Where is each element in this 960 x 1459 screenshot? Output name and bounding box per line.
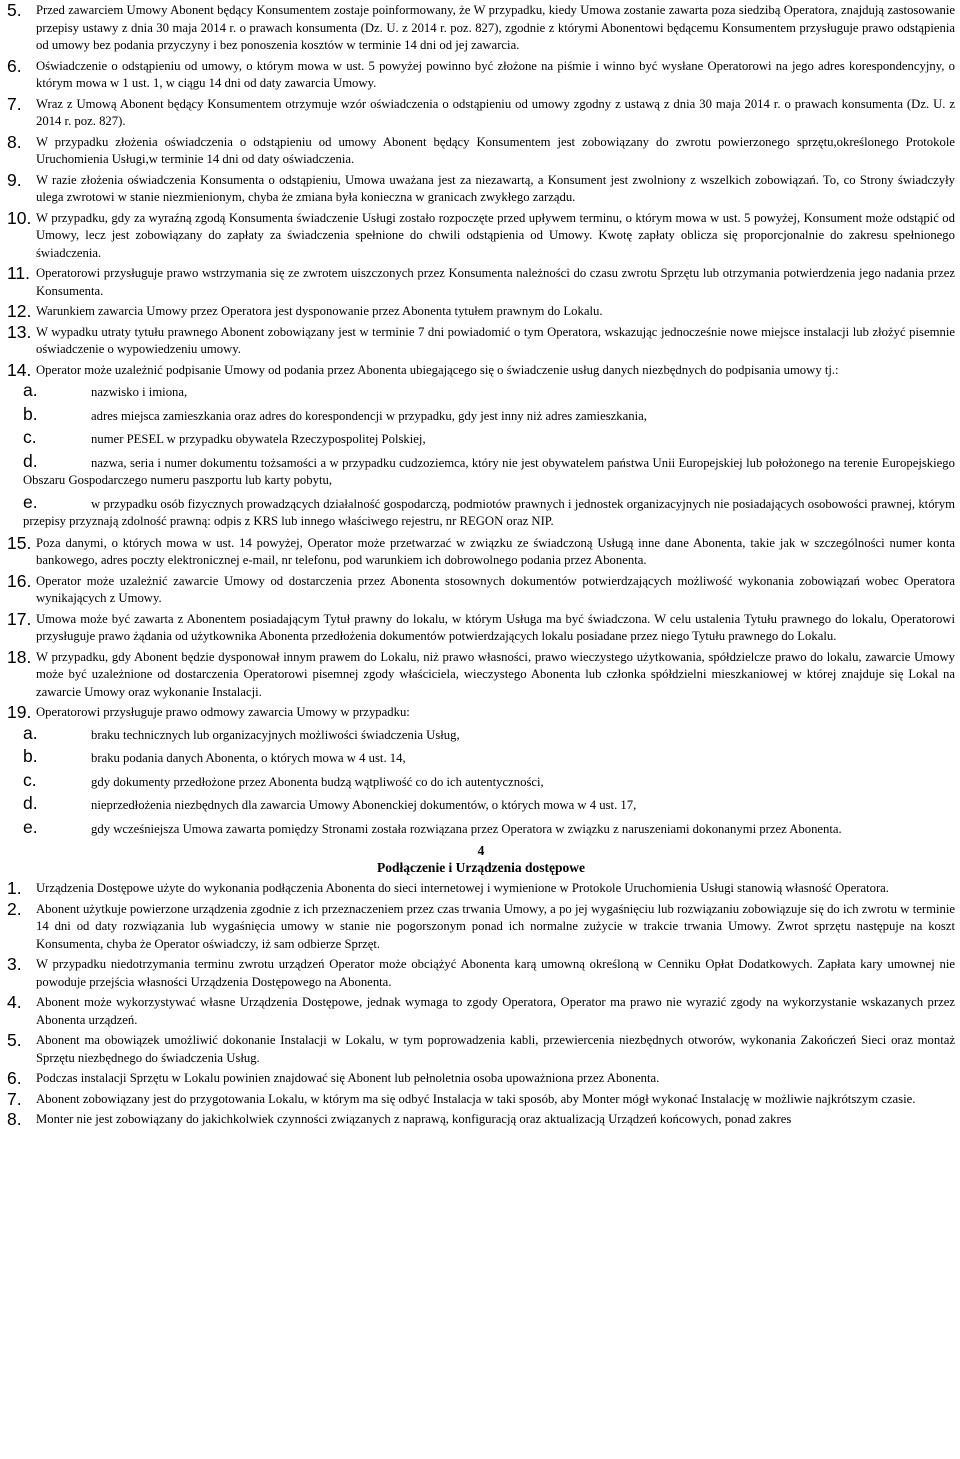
list-text: gdy wcześniejsza Umowa zawarta pomiędzy Stronami została rozwiązana przez Operatora w związku z naruszeniami dokonanymi przez Abonenta.	[91, 821, 842, 836]
list-text: braku podania danych Abonenta, o których mowa w 4 ust. 14,	[91, 751, 406, 765]
clause-number: 6.	[7, 1068, 22, 1088]
clause-item	[7, 994, 955, 1029]
clause-number: 18.	[7, 646, 32, 667]
section-heading	[7, 842, 955, 876]
list-text: numer PESEL w przypadku obywatela Rzeczypospolitej Polskiej,	[91, 432, 426, 446]
clause-number: 15.	[7, 532, 32, 553]
list-letter: a.	[23, 722, 38, 743]
list-text: adres miejsca zamieszkania oraz adres do korespondencji w przypadku, gdy jest inny niż adres zamieszkania,	[91, 408, 647, 423]
list-item	[7, 722, 955, 745]
clause-text: Abonent ma obowiązek umożliwić dokonanie Instalacji w Lokalu, w tym poprowadzenia kabli, przewiercenia niezbędnych otworów, wykonania Zakończeń Sieci oraz montaż Sprzętu niezbędnego do świadczenia Usług.	[36, 1033, 955, 1065]
clause-text: Urządzenia Dostępowe użyte do wykonania podłączenia Abonenta do sieci internetowej i wymienione w Protokole Uruchomienia Usługi stanowią własność Operatora.	[36, 881, 889, 895]
clause-number: 4.	[7, 992, 22, 1012]
clause-number: 7.	[7, 1088, 22, 1109]
list-item	[7, 769, 955, 792]
list-letter: d.	[23, 793, 38, 813]
list-letter: b.	[23, 746, 38, 766]
clause-item	[7, 646, 955, 702]
clause-text: Podczas instalacji Sprzętu w Lokalu powinien znajdować się Abonent lub pełnoletnia osoba upoważniona przez Abonenta.	[36, 1071, 660, 1085]
clause-item	[7, 321, 955, 359]
list-letter: e.	[23, 816, 38, 837]
clause-number: 10.	[7, 207, 32, 228]
list-letter: a.	[23, 380, 38, 400]
clause-text: Warunkiem zawarcia Umowy przez Operatora jest dysponowanie przez Abonenta tytułem prawnym do Lokalu.	[36, 304, 603, 318]
list-item	[7, 382, 955, 402]
clause-text: Operator może uzależnić zawarcie Umowy od dostarczenia przez Abonenta stosownych dokumentów potwierdzających możliwość wykonania zobowiązań wobec Operatora wynikających z Umowy.	[36, 573, 955, 605]
clause-number: 5.	[7, 1030, 22, 1050]
list-letter: e.	[23, 491, 38, 512]
clause-item	[7, 956, 955, 991]
clause-text: W przypadku, gdy Abonent będzie dysponował innym prawem do Lokalu, niż prawo własności, prawo wieczystego użytkowania, spółdzielcze prawo do lokalu, zawarcie Umowy może być uzależnione od dostarczenia Operatorowi pisemnej zgody właściciela, wieczystego Abonenta lub członka spółdzielni mieszkaniowej w której znajduje się Lokal na zawarcie Umowy oraz wykonanie Instalacji.	[36, 649, 955, 699]
clauses-part-1	[7, 2, 955, 379]
clause-number: 13.	[7, 321, 32, 342]
clause-item	[7, 265, 955, 300]
list-text: nieprzedłożenia niezbędnych dla zawarcia Umowy Abonenckiej dokumentów, o których mowa w 4 ust. 17,	[91, 798, 637, 812]
clause-item	[7, 1111, 955, 1129]
clause-item	[7, 704, 955, 722]
list-letter: b.	[23, 403, 38, 424]
clause-text: W wypadku utraty tytułu prawnego Abonent zobowiązany jest w terminie 7 dni powiadomić o tym Operatora, wskazując jednocześnie nowe miejsce instalacji lub złożyć pisemnie oświadczenie o wypowiedzeniu umowy.	[36, 324, 955, 356]
clause-number: 3.	[7, 954, 22, 974]
clause-item	[7, 880, 955, 898]
clause-number: 5.	[7, 0, 22, 20]
list-item	[7, 795, 955, 815]
clause-text: Przed zawarciem Umowy Abonent będący Konsumentem zostaje poinformowany, że W przypadku, kiedy Umowa zostanie zawarta poza siedzibą Operatora, znajdują zastosowanie przepisy ustawy z dnia 30 maja 2014 r. o prawach konsumenta (Dz. U. z 2014 r. poz. 827), zgodnie z którymi Abonentowi będącemu Konsumentem przysługuje prawo odstąpienia od umowy bez podania przyczyny i bez ponoszenia kosztów w terminie 14 dni od jej zawarcia.	[36, 3, 955, 52]
list-item	[7, 748, 955, 768]
clause-item	[7, 207, 955, 263]
clause-text: Abonent użytkuje powierzone urządzenia zgodnie z ich przeznaczeniem przez czas trwania Umowy, a po jej wygaśnięciu lub rozwiązaniu zobowiązuje się do ich zwrotu w terminie 14 dni od daty rozwiązania lub wygaśnięcia umowy w stanie nie pogorszonym ponad ich normalne zużycie w trakcie trwania Umowy. Zwrot sprzętu następuje na koszt Konsumenta, chyba że Operator oświadczy, iż sam odbierze Sprzęt.	[36, 901, 955, 951]
clauses-part-2	[7, 532, 955, 722]
list-item	[7, 816, 955, 839]
clause-text: W przypadku, gdy za wyraźną zgodą Konsumenta świadczenie Usługi zostało rozpoczęte przed upływem terminu, o którym mowa w ust. 5 powyżej, Konsument może odstąpić od Umowy, lecz jest zobowiązany do zapłaty za świadczenia spełnione do chwili odstąpienia od Umowy. Kwotę zapłaty oblicza się proporcjonalnie do zakresu spełnionego świadczenia.	[36, 210, 955, 260]
clause-item	[7, 55, 955, 93]
clause-number: 14.	[7, 359, 32, 380]
list-text: nazwa, seria i numer dokumentu tożsamości a w przypadku cudzoziemca, który nie jest obywatelem państwa Unii Europejskiej lub położonego na terenie Europejskiego Obszaru Gospodarczego numeru paszportu lub karty pobytu,	[23, 455, 955, 487]
list-text: w przypadku osób fizycznych prowadzących działalność gospodarczą, podmiotów prawnych i jednostek organizacyjnych nie posiadających osobowości prawnej, którym przepisy przyznają zdolność prawną: odpis z KRS lub innego właściwego rejestru, nr REGON oraz NIP.	[23, 496, 955, 528]
clause-text: Operatorowi przysługuje prawo odmowy zawarcia Umowy w przypadku:	[36, 705, 410, 719]
clause-text: Operator może uzależnić podpisanie Umowy od podania przez Abonenta ubiegającego się o świadczenie usług danych niezbędnych do podpisania umowy tj.:	[36, 362, 839, 377]
clause-number: 8.	[7, 131, 22, 152]
clause-text: Oświadczenie o odstąpieniu od umowy, o którym mowa w ust. 5 powyżej powinno być złożone na piśmie i winno być wysłane Operatorowi na jego adres korespondencyjny, o którym mowa w 1 ust. 1, w ciągu 14 dni od daty zawarcia Umowy.	[36, 58, 955, 90]
list-text: gdy dokumenty przedłożone przez Abonenta budzą wątpliwość co do ich autentyczności,	[91, 774, 544, 789]
list-item	[7, 403, 955, 426]
clause-number: 19.	[7, 702, 32, 722]
clause-item	[7, 93, 955, 131]
clause-number: 8.	[7, 1109, 22, 1129]
list-text: braku technicznych lub organizacyjnych możliwości świadczenia Usług,	[91, 727, 460, 742]
clause-item	[7, 570, 955, 608]
list-item	[7, 450, 955, 490]
clause-text: Abonent może wykorzystywać własne Urządzenia Dostępowe, jednak wymaga to zgody Operatora, Operator ma prawo nie wyrazić zgody na wykorzystanie wskazanych przez Abonenta urządzeń.	[36, 995, 955, 1027]
list-letter: d.	[23, 450, 38, 471]
clause-item	[7, 169, 955, 207]
document-body	[7, 2, 955, 1132]
clause-text: W przypadku złożenia oświadczenia o odstąpieniu od umowy Abonent będący Konsumentem jest zobowiązany do zwrotu powierzonego sprzętu,określonego Protokole Uruchomienia Usługi,w terminie 14 dni od daty oświadczenia.	[36, 134, 955, 166]
clause-text: Monter nie jest zobowiązany do jakichkolwiek czynności związanych z naprawą, konfiguracją oraz aktualizacją Urządzeń końcowych, ponad zakres	[36, 1112, 792, 1126]
clause-item	[7, 303, 955, 321]
clause-number: 1.	[7, 878, 22, 898]
clause-item	[7, 1070, 955, 1088]
clause-number: 17.	[7, 608, 32, 629]
clause-number: 16.	[7, 570, 32, 591]
clause-number: 12.	[7, 301, 32, 321]
clauses-part-3	[7, 880, 955, 1129]
clause-number: 9.	[7, 169, 22, 190]
section-number: 4	[477, 843, 485, 858]
clause-item	[7, 2, 955, 55]
clause-text: W razie złożenia oświadczenia Konsumenta o odstąpieniu, Umowa uważana jest za niezawartą, a Konsument jest zwolniony z wszelkich zobowiązań. To, co Strony świadczyły ulega zwrotowi w stanie niezmienionym, chyba że zmiana była konieczna w granicach zwykłego zarządu.	[36, 172, 955, 204]
clause-item	[7, 532, 955, 570]
list-letter: c.	[23, 427, 37, 447]
clause-text: Umowa może być zawarta z Abonentem posiadającym Tytuł prawny do lokalu, w którym Usługa ma być świadczona. W celu ustalenia Tytułu prawnego do lokalu, Operatorowi przysługuje prawo żądania od użytkownika Abonenta przedłożenia dokumentów potwierdzających lokalu posiadane przez niego Tytułu prawnego do Lokalu.	[36, 611, 955, 643]
clause-text: Operatorowi przysługuje prawo wstrzymania się ze zwrotem uiszczonych przez Konsumenta należności do czasu zwrotu Sprzętu lub otrzymania potwierdzenia jego nadania przez Konsumenta.	[36, 266, 955, 298]
list-letter: c.	[23, 769, 37, 790]
clause-item	[7, 1088, 955, 1109]
clause-item	[7, 1032, 955, 1067]
section-title: Podłączenie i Urządzenia dostępowe	[376, 860, 586, 875]
clause-text: W przypadku niedotrzymania terminu zwrotu urządzeń Operator może obciążyć Abonenta karą umowną określoną w Cenniku Opłat Dodatkowych. Zapłata kary umownej nie powoduje przejścia własności Urządzenia Dostępowego na Abonenta.	[36, 957, 955, 989]
clause-text: Wraz z Umową Abonent będący Konsumentem otrzymuje wzór oświadczenia o odstąpieniu od umowy zgodny z ustawą z dnia 30 maja 2014 r. o prawach konsumenta (Dz. U. z 2014 r. poz. 827).	[36, 96, 955, 128]
list-item	[7, 429, 955, 449]
clause-text: Abonent zobowiązany jest do przygotowania Lokalu, w którym ma się odbyć Instalacja w taki sposób, aby Monter mógł wykonać Instalację w możliwie najkrótszym czasie.	[36, 1091, 916, 1106]
clause-number: 6.	[7, 55, 22, 76]
clause-item	[7, 359, 955, 380]
clause-text: Poza danymi, o których mowa w ust. 14 powyżej, Operator może przetwarzać w związku ze świadczoną Usługą inne dane Abonenta, takie jak w szczególności numer konta bankowego, adres poczty elektronicznej e-mail, nr telefonu, pod warunkiem ich dobrowolnego podania przez Abonenta.	[36, 535, 955, 567]
clause-item	[7, 608, 955, 646]
clause-item	[7, 898, 955, 954]
list-text: nazwisko i imiona,	[91, 385, 188, 399]
clause-number: 7.	[7, 93, 22, 114]
clause-14-list	[7, 382, 955, 531]
clause-number: 11.	[7, 263, 31, 283]
clause-item	[7, 131, 955, 169]
list-item	[7, 491, 955, 531]
clause-number: 2.	[7, 898, 22, 919]
clause-19-list	[7, 722, 955, 839]
